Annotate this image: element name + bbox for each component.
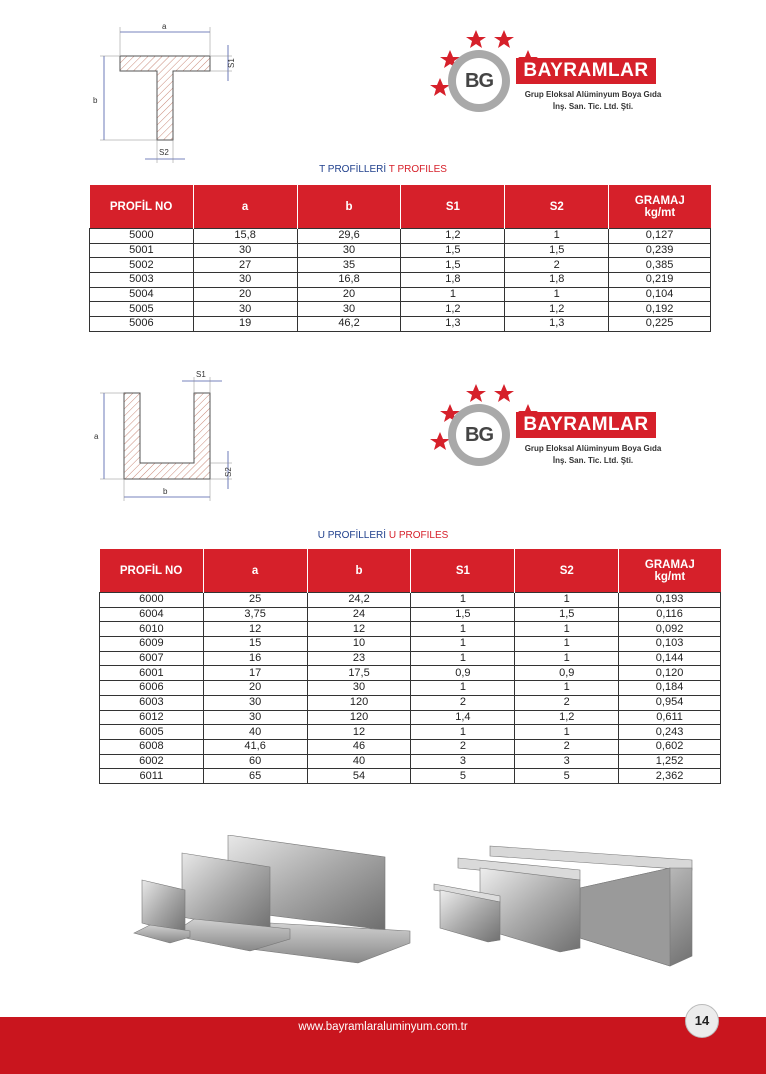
table-row [100,593,721,608]
table-cell: 6003 [100,695,204,710]
table-cell: 5003 [90,273,194,288]
table-cell: 12 [307,725,411,740]
table-cell: 23 [307,651,411,666]
company-logo-top [428,28,688,128]
table-cell: 0,219 [609,273,711,288]
table-row [90,258,711,273]
table-row [90,287,711,302]
col-profile-no: PROFİL NO [90,185,194,229]
footer-website-link[interactable]: www.bayramlaraluminyum.com.tr [298,1021,468,1033]
table-cell: 1 [401,287,505,302]
t-profile-diagram [90,15,250,165]
table-cell: 1 [411,622,515,637]
u-profile-diagram [90,365,240,505]
table-cell: 1,2 [515,710,619,725]
u-title-tr: U PROFİLLERİ [317,530,387,541]
col-gramaj-unit: kg/mt [644,206,676,219]
logo-tagline-1: Grup Eloksal Alüminyum Boya Gıda [524,90,662,99]
table-cell: 10 [307,637,411,652]
logo-circle [448,50,510,112]
table-cell: 1 [515,622,619,637]
table-cell: 6008 [100,739,204,754]
table-cell: 6001 [100,666,204,681]
table-cell: 1,5 [505,243,609,258]
table-cell: 20 [297,287,401,302]
u-dim-s1: S1 [196,370,206,379]
table-cell: 29,6 [297,229,401,244]
table-cell: 15 [203,637,307,652]
table-cell: 12 [307,622,411,637]
table-cell: 25 [203,593,307,608]
table-cell: 0,192 [609,302,711,317]
table-cell: 40 [203,725,307,740]
u-section-title [0,530,766,541]
table-header-row [90,185,711,229]
t-title-en: T PROFILES [388,164,447,175]
table-cell: 27 [193,258,297,273]
col-a: a [193,185,297,229]
table-cell: 16,8 [297,273,401,288]
table-cell: 6004 [100,607,204,622]
table-cell: 1,2 [401,302,505,317]
t-title-tr: T PROFİLLERİ [319,164,387,175]
table-cell: 5004 [90,287,194,302]
t-dim-s2: S2 [159,148,169,157]
table-cell: 0,385 [609,258,711,273]
logo-tagline-1: Grup Eloksal Alüminyum Boya Gıda [524,444,662,453]
table-cell: 6005 [100,725,204,740]
table-cell: 6010 [100,622,204,637]
table-cell: 1,2 [505,302,609,317]
table-cell: 12 [203,622,307,637]
table-cell: 1,4 [411,710,515,725]
col-gramaj-label: GRAMAJ [634,194,685,207]
table-cell: 17,5 [307,666,411,681]
table-cell: 40 [307,754,411,769]
col-a: a [203,549,307,593]
table-cell: 1 [411,681,515,696]
u-profiles-product-image [430,838,700,968]
table-cell: 0,127 [609,229,711,244]
table-cell: 0,602 [619,739,721,754]
table-cell: 2 [515,739,619,754]
table-cell: 1 [515,637,619,652]
t-section-title [0,164,766,175]
table-cell: 19 [193,317,297,332]
table-cell: 30 [193,273,297,288]
table-cell: 1,5 [411,607,515,622]
table-cell: 0,104 [609,287,711,302]
table-row [90,317,711,332]
table-cell: 6007 [100,651,204,666]
table-cell: 15,8 [193,229,297,244]
table-cell: 1,3 [505,317,609,332]
col-b: b [297,185,401,229]
u-dim-s2: S2 [224,467,233,477]
table-cell: 1,8 [401,273,505,288]
table-cell: 2 [505,258,609,273]
t-dim-a: a [162,22,167,31]
col-s1: S1 [401,185,505,229]
table-cell: 0,144 [619,651,721,666]
table-cell: 46 [307,739,411,754]
table-cell: 1 [505,229,609,244]
col-s2: S2 [515,549,619,593]
table-cell: 1 [515,681,619,696]
table-cell: 30 [203,710,307,725]
col-gramaj [609,185,711,229]
table-row [100,607,721,622]
table-cell: 1 [515,725,619,740]
table-row [100,725,721,740]
table-cell: 46,2 [297,317,401,332]
table-row [100,666,721,681]
table-row [100,681,721,696]
table-cell: 6000 [100,593,204,608]
col-gramaj [619,549,721,593]
table-cell: 30 [297,302,401,317]
table-cell: 35 [297,258,401,273]
table-cell: 5002 [90,258,194,273]
table-cell: 65 [203,769,307,784]
table-row [100,754,721,769]
table-cell: 1 [515,593,619,608]
table-cell: 120 [307,695,411,710]
table-cell: 5006 [90,317,194,332]
table-cell: 0,120 [619,666,721,681]
table-cell: 6011 [100,769,204,784]
table-cell: 5 [411,769,515,784]
table-cell: 5005 [90,302,194,317]
table-cell: 6009 [100,637,204,652]
table-cell: 2 [411,695,515,710]
u-title-en: U PROFILES [388,530,449,541]
table-cell: 1,5 [401,243,505,258]
table-row [90,302,711,317]
logo-name: BAYRAMLAR [516,58,656,84]
table-cell: 0,092 [619,622,721,637]
table-cell: 1,252 [619,754,721,769]
table-cell: 1 [411,637,515,652]
table-cell: 5000 [90,229,194,244]
table-cell: 24 [307,607,411,622]
logo-name: BAYRAMLAR [516,412,656,438]
table-cell: 1 [411,651,515,666]
table-row [90,229,711,244]
table-cell: 2,362 [619,769,721,784]
table-cell: 1,8 [505,273,609,288]
table-cell: 1 [515,651,619,666]
table-cell: 1 [411,593,515,608]
table-cell: 3 [411,754,515,769]
table-cell: 0,225 [609,317,711,332]
t-profiles-table [89,185,711,332]
table-cell: 60 [203,754,307,769]
page-number: 14 [685,1004,719,1038]
table-row [90,273,711,288]
t-profiles-product-image [130,835,415,965]
logo-initials: BG [456,412,502,458]
table-row [90,243,711,258]
table-cell: 0,116 [619,607,721,622]
table-cell: 20 [193,287,297,302]
table-row [100,769,721,784]
logo-tagline-2: İnş. San. Tic. Ltd. Şti. [552,102,634,111]
table-cell: 16 [203,651,307,666]
table-cell: 5 [515,769,619,784]
table-row [100,651,721,666]
col-profile-no: PROFİL NO [100,549,204,593]
footer [0,1017,766,1074]
table-cell: 20 [203,681,307,696]
table-cell: 0,9 [411,666,515,681]
company-logo-middle [428,382,688,482]
u-dim-a: a [94,432,99,441]
table-cell: 2 [411,739,515,754]
table-cell: 6012 [100,710,204,725]
table-cell: 1 [411,725,515,740]
t-dim-s1: S1 [227,58,236,68]
table-cell: 30 [203,695,307,710]
table-row [100,695,721,710]
table-cell: 30 [307,681,411,696]
col-gramaj-label: GRAMAJ [644,558,695,571]
table-cell: 1 [505,287,609,302]
logo-circle [448,404,510,466]
table-cell: 17 [203,666,307,681]
table-cell: 30 [297,243,401,258]
table-cell: 3,75 [203,607,307,622]
table-cell: 1,2 [401,229,505,244]
table-cell: 0,184 [619,681,721,696]
logo-tagline-2: İnş. San. Tic. Ltd. Şti. [552,456,634,465]
table-cell: 54 [307,769,411,784]
table-cell: 0,243 [619,725,721,740]
table-cell: 2 [515,695,619,710]
table-row [100,622,721,637]
table-cell: 1,3 [401,317,505,332]
col-gramaj-unit: kg/mt [654,570,686,583]
table-cell: 1,5 [401,258,505,273]
table-cell: 0,611 [619,710,721,725]
table-cell: 6006 [100,681,204,696]
col-s2: S2 [505,185,609,229]
table-cell: 5001 [90,243,194,258]
table-cell: 0,103 [619,637,721,652]
table-cell: 0,193 [619,593,721,608]
table-cell: 24,2 [307,593,411,608]
u-profiles-table [99,549,721,784]
table-row [100,739,721,754]
table-cell: 30 [193,243,297,258]
table-header-row [100,549,721,593]
table-cell: 0,9 [515,666,619,681]
u-dim-b: b [163,487,168,496]
t-dim-b: b [93,96,98,105]
table-cell: 30 [193,302,297,317]
table-cell: 3 [515,754,619,769]
table-cell: 0,239 [609,243,711,258]
table-row [100,637,721,652]
table-cell: 6002 [100,754,204,769]
table-row [100,710,721,725]
table-cell: 0,954 [619,695,721,710]
col-b: b [307,549,411,593]
table-cell: 41,6 [203,739,307,754]
table-cell: 1,5 [515,607,619,622]
table-cell: 120 [307,710,411,725]
col-s1: S1 [411,549,515,593]
logo-initials: BG [456,58,502,104]
